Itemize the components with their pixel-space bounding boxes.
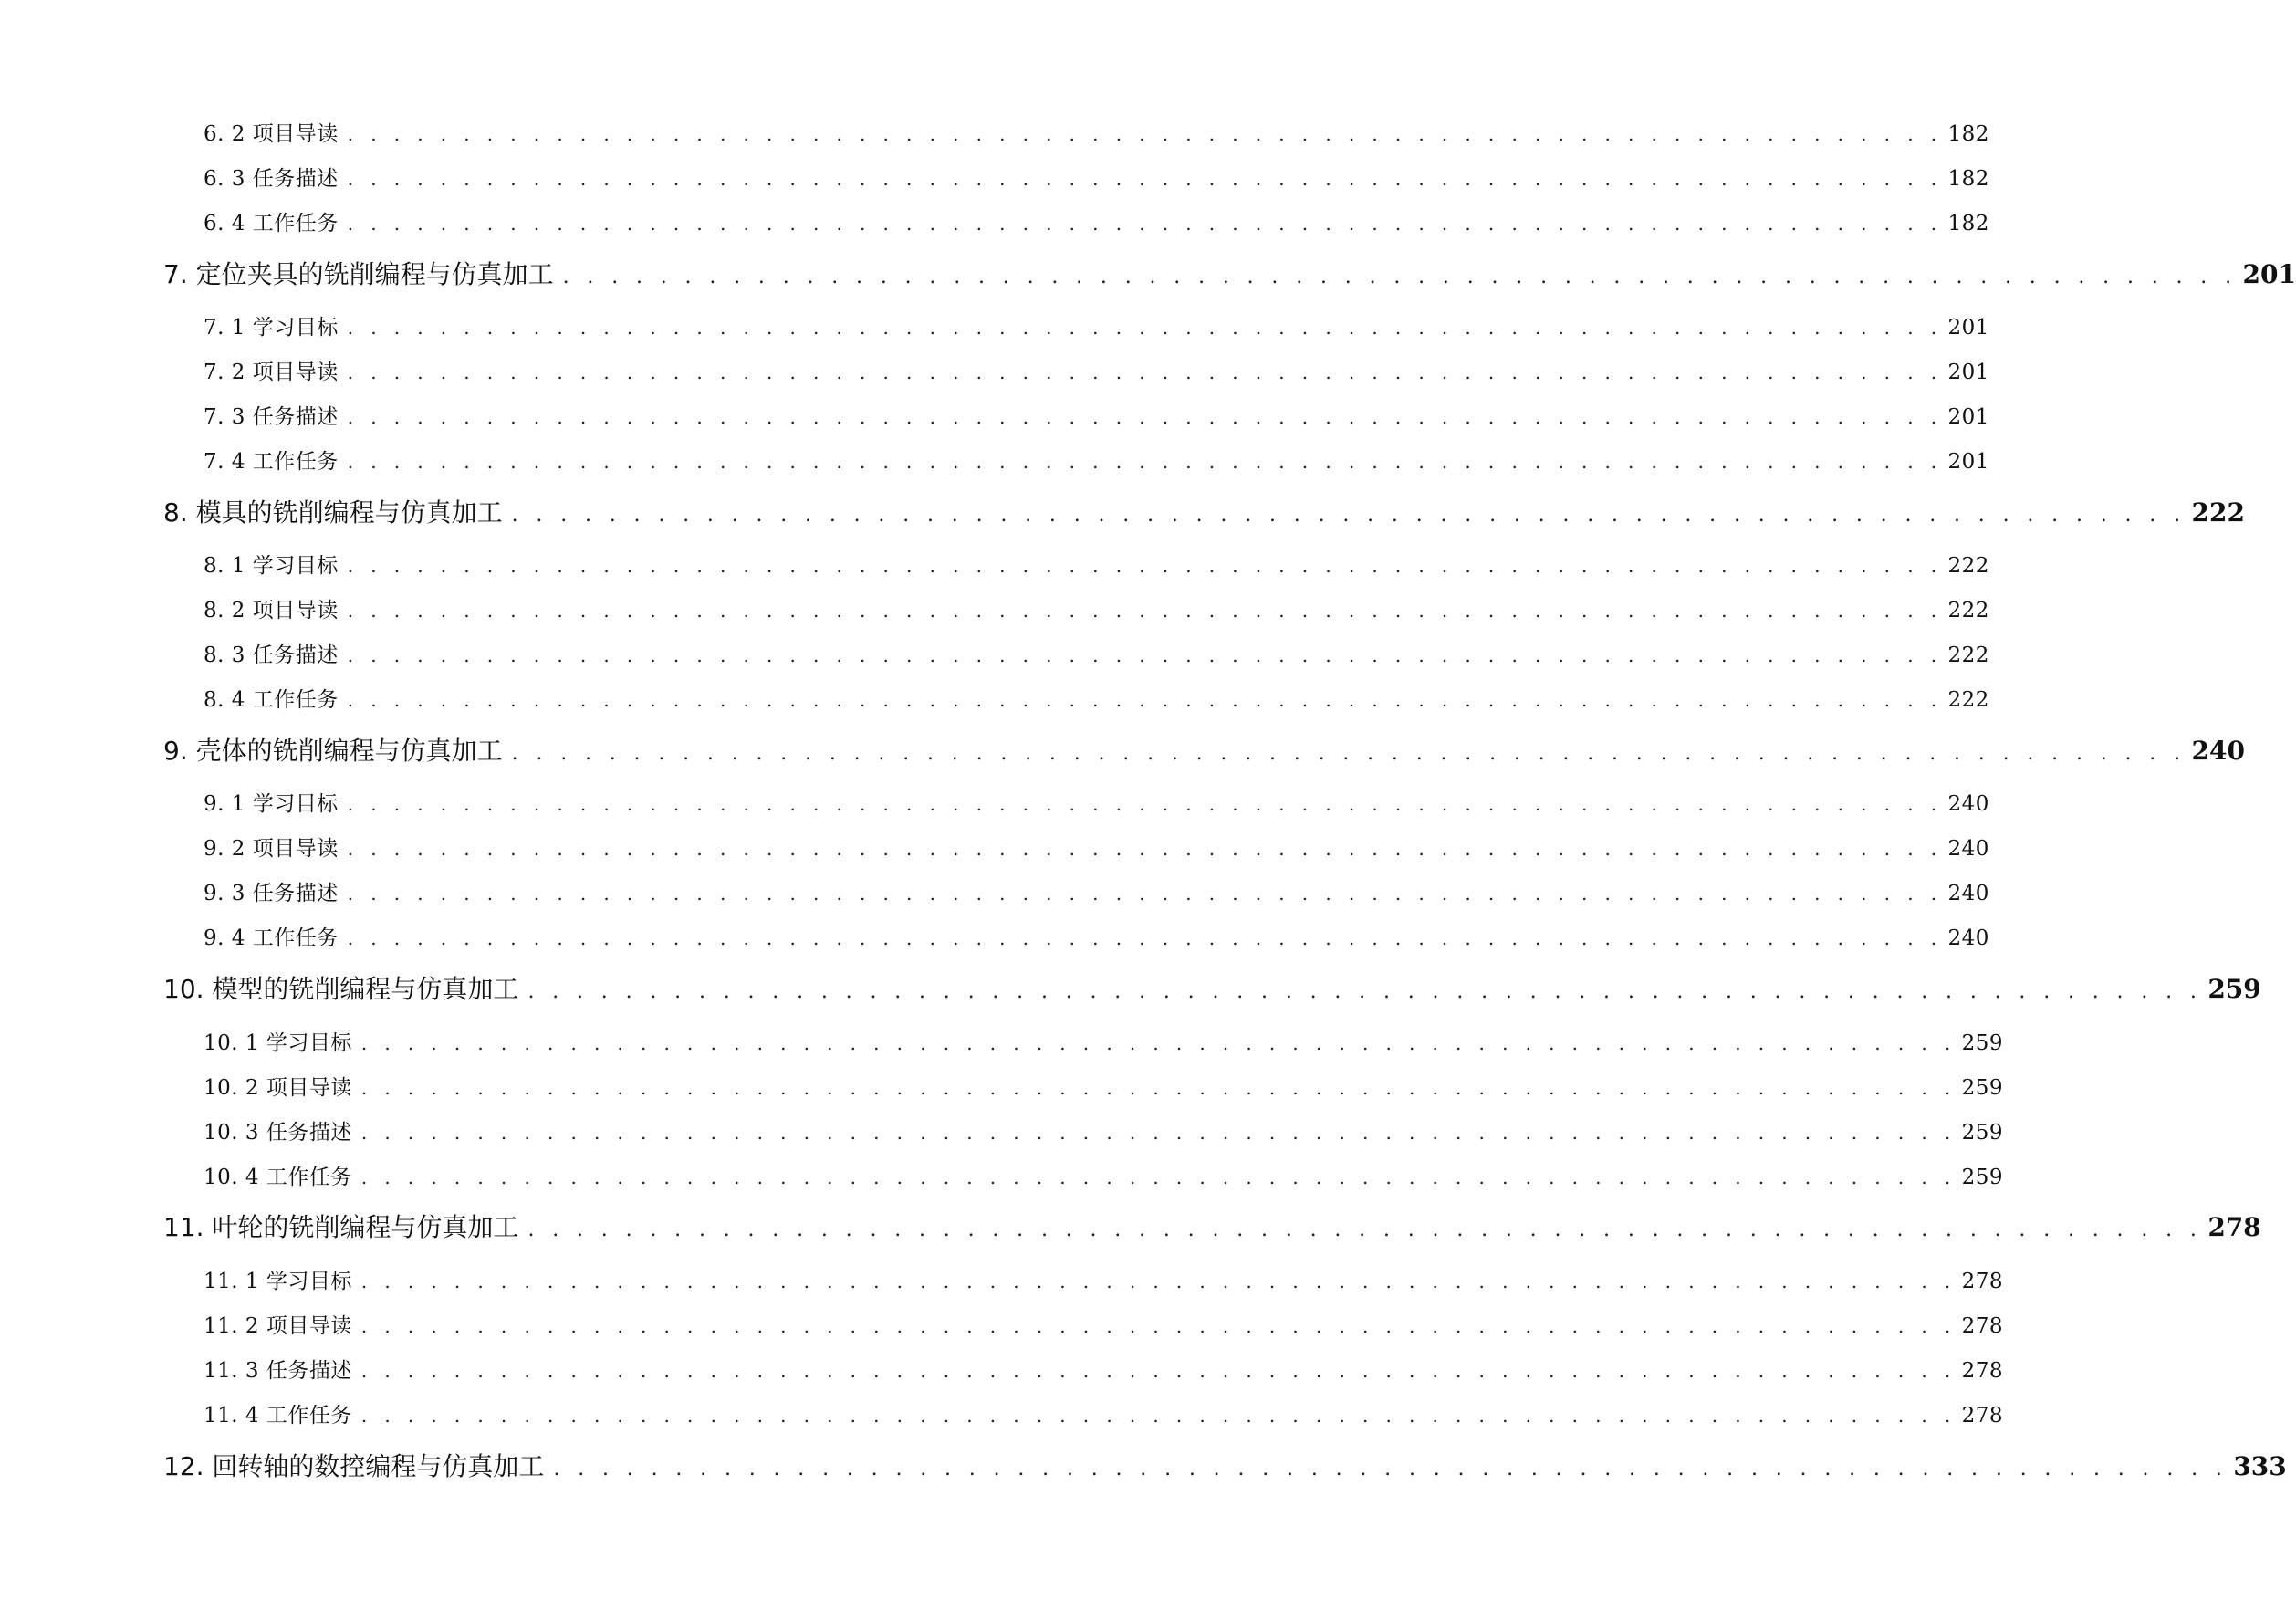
toc-chapter-entry[interactable]	[163, 493, 2245, 529]
toc-entry-title: 9. 3 任务描述	[204, 882, 339, 905]
toc-dot-leader: . . . . . . . . . . . . . . . . . . . . . . . . . . . . . . . . . . . . . . . . . . . . . . . . . . . . . . . . . . . . . . . . . . . . .	[347, 555, 1943, 577]
toc-dot-leader: . . . . . . . . . . . . . . . . . . . . . . . . . . . . . . . . . . . . . . . . . . . . . . . . . . . . . . . . . . . . . . . . . . . . .	[511, 504, 2186, 527]
toc-section-entry[interactable]	[204, 117, 1989, 147]
toc-entry-title: 11. 叶轮的铣削编程与仿真加工	[163, 1212, 519, 1242]
toc-dot-leader: . . . . . . . . . . . . . . . . . . . . . . . . . . . . . . . . . . . . . . . . . . . . . . . . . . . . . . . . . . . . . . . . . . . . .	[347, 451, 1943, 473]
toc-dot-leader: . . . . . . . . . . . . . . . . . . . . . . . . . . . . . . . . . . . . . . . . . . . . . . . . . . . . . . . . . . . . . . . . . . . . .	[347, 406, 1943, 428]
toc-section-entry[interactable]	[204, 1115, 2004, 1145]
toc-entry-title: 7. 2 项目导读	[204, 361, 339, 384]
toc-section-entry[interactable]	[204, 1160, 2004, 1190]
toc-page-number: 222	[1947, 599, 1989, 622]
toc-entry-title: 10. 1 学习目标	[204, 1031, 352, 1055]
toc-dot-leader: . . . . . . . . . . . . . . . . . . . . . . . . . . . . . . . . . . . . . . . . . . . . . . . . . . . . . . . . . . . . . . . . . . . . .	[347, 213, 1943, 235]
toc-page-number: 240	[1947, 837, 1989, 861]
toc-entry-title: 6. 2 项目导读	[204, 122, 339, 146]
toc-page-number: 240	[1947, 882, 1989, 905]
toc-dot-leader: . . . . . . . . . . . . . . . . . . . . . . . . . . . . . . . . . . . . . . . . . . . . . . . . . . . . . . . . . . . . . . . . . . . . .	[527, 1218, 2203, 1241]
toc-chapter-entry[interactable]	[163, 1208, 2261, 1244]
toc-section-entry[interactable]	[204, 683, 1989, 713]
toc-section-entry[interactable]	[204, 206, 1989, 236]
toc-page-number: 259	[1961, 1121, 2004, 1145]
toc-page-number: 222	[2191, 497, 2245, 528]
toc-entry-title: 9. 2 项目导读	[204, 837, 339, 861]
toc-chapter-entry[interactable]	[163, 1447, 2287, 1483]
toc-section-entry[interactable]	[204, 1309, 2004, 1339]
toc-section-entry[interactable]	[204, 787, 1989, 817]
toc-chapter-entry[interactable]	[163, 969, 2261, 1006]
toc-page-number: 278	[1961, 1314, 2004, 1338]
toc-page-number: 201	[1947, 405, 1989, 429]
toc-entry-title: 6. 3 任务描述	[204, 167, 339, 191]
toc-section-entry[interactable]	[204, 1026, 2004, 1056]
toc-dot-leader: . . . . . . . . . . . . . . . . . . . . . . . . . . . . . . . . . . . . . . . . . . . . . . . . . . . . . . . . . . . . . . . . . . . . .	[347, 361, 1943, 383]
toc-entry-title: 9. 壳体的铣削编程与仿真加工	[163, 736, 503, 766]
toc-page-number: 259	[2207, 974, 2261, 1004]
toc-dot-leader: . . . . . . . . . . . . . . . . . . . . . . . . . . . . . . . . . . . . . . . . . . . . . . . . . . . . . . . . . . . . . . . . . . . . .	[553, 1458, 2228, 1480]
toc-page-number: 222	[1947, 554, 1989, 578]
toc-chapter-entry[interactable]	[163, 731, 2245, 768]
toc-page-number: 278	[1961, 1404, 2004, 1427]
toc-section-entry[interactable]	[204, 1264, 2004, 1294]
toc-page-number: 240	[1947, 792, 1989, 816]
toc-section-entry[interactable]	[204, 355, 1989, 385]
toc-page-number: 259	[1961, 1031, 2004, 1055]
toc-section-entry[interactable]	[204, 162, 1989, 192]
toc-page-number: 278	[2207, 1212, 2261, 1242]
toc-entry-title: 9. 1 学习目标	[204, 792, 339, 816]
toc-dot-leader: . . . . . . . . . . . . . . . . . . . . . . . . . . . . . . . . . . . . . . . . . . . . . . . . . . . . . . . . . . . . . . . . . . . . .	[360, 1315, 1957, 1337]
toc-dot-leader: . . . . . . . . . . . . . . . . . . . . . . . . . . . . . . . . . . . . . . . . . . . . . . . . . . . . . . . . . . . . . . . . . . . . .	[527, 980, 2203, 1003]
toc-dot-leader: . . . . . . . . . . . . . . . . . . . . . . . . . . . . . . . . . . . . . . . . . . . . . . . . . . . . . . . . . . . . . . . . . . . . .	[360, 1360, 1957, 1382]
toc-section-entry[interactable]	[204, 1071, 2004, 1101]
toc-section-entry[interactable]	[204, 593, 1989, 623]
toc-page-number: 278	[1961, 1270, 2004, 1293]
toc-entry-title: 8. 4 工作任务	[204, 688, 339, 712]
toc-page-number: 222	[1947, 688, 1989, 712]
toc-section-entry[interactable]	[204, 831, 1989, 862]
toc-section-entry[interactable]	[204, 400, 1989, 430]
toc-dot-leader: . . . . . . . . . . . . . . . . . . . . . . . . . . . . . . . . . . . . . . . . . . . . . . . . . . . . . . . . . . . . . . . . . . . . .	[347, 600, 1943, 622]
toc-entry-title: 11. 3 任务描述	[204, 1359, 352, 1383]
toc-dot-leader: . . . . . . . . . . . . . . . . . . . . . . . . . . . . . . . . . . . . . . . . . . . . . . . . . . . . . . . . . . . . . . . . . . . . .	[360, 1271, 1957, 1292]
toc-entry-title: 10. 2 项目导读	[204, 1076, 352, 1100]
toc-dot-leader: . . . . . . . . . . . . . . . . . . . . . . . . . . . . . . . . . . . . . . . . . . . . . . . . . . . . . . . . . . . . . . . . . . . . .	[347, 168, 1943, 190]
toc-dot-leader: . . . . . . . . . . . . . . . . . . . . . . . . . . . . . . . . . . . . . . . . . . . . . . . . . . . . . . . . . . . . . . . . . . . . .	[347, 793, 1943, 815]
toc-dot-leader: . . . . . . . . . . . . . . . . . . . . . . . . . . . . . . . . . . . . . . . . . . . . . . . . . . . . . . . . . . . . . . . . . . . . .	[347, 317, 1943, 339]
toc-section-entry[interactable]	[204, 876, 1989, 906]
toc-entry-title: 11. 2 项目导读	[204, 1314, 352, 1338]
toc-page-number: 201	[1947, 361, 1989, 384]
toc-section-entry[interactable]	[204, 444, 1989, 475]
toc-page-number: 182	[1947, 212, 1989, 235]
toc-dot-leader: . . . . . . . . . . . . . . . . . . . . . . . . . . . . . . . . . . . . . . . . . . . . . . . . . . . . . . . . . . . . . . . . . . . . .	[360, 1166, 1957, 1188]
toc-section-entry[interactable]	[204, 1398, 2004, 1428]
toc-entry-title: 12. 回转轴的数控编程与仿真加工	[163, 1451, 545, 1481]
toc-page-number: 333	[2233, 1451, 2287, 1481]
toc-dot-leader: . . . . . . . . . . . . . . . . . . . . . . . . . . . . . . . . . . . . . . . . . . . . . . . . . . . . . . . . . . . . . . . . . . . . .	[360, 1032, 1957, 1054]
toc-section-entry[interactable]	[204, 638, 1989, 668]
toc-dot-leader: . . . . . . . . . . . . . . . . . . . . . . . . . . . . . . . . . . . . . . . . . . . . . . . . . . . . . . . . . . . . . . . . . . . . .	[360, 1405, 1957, 1427]
toc-section-entry[interactable]	[204, 1354, 2004, 1384]
toc-page-number: 259	[1961, 1166, 2004, 1189]
toc-entry-title: 8. 模具的铣削编程与仿真加工	[163, 497, 503, 528]
toc-page-number: 240	[2191, 736, 2245, 766]
toc-page-number: 240	[1947, 926, 1989, 950]
toc-dot-leader: . . . . . . . . . . . . . . . . . . . . . . . . . . . . . . . . . . . . . . . . . . . . . . . . . . . . . . . . . . . . . . . . . . . . .	[562, 266, 2238, 288]
toc-dot-leader: . . . . . . . . . . . . . . . . . . . . . . . . . . . . . . . . . . . . . . . . . . . . . . . . . . . . . . . . . . . . . . . . . . . . .	[347, 838, 1943, 860]
toc-entry-title: 10. 4 工作任务	[204, 1166, 352, 1189]
toc-entry-title: 7. 4 工作任务	[204, 450, 339, 474]
toc-section-entry[interactable]	[204, 549, 1989, 579]
toc-entry-title: 10. 3 任务描述	[204, 1121, 352, 1145]
toc-entry-title: 8. 2 项目导读	[204, 599, 339, 622]
toc-entry-title: 11. 4 工作任务	[204, 1404, 352, 1427]
toc-entry-title: 8. 1 学习目标	[204, 554, 339, 578]
toc-section-entry[interactable]	[204, 310, 1989, 340]
toc-dot-leader: . . . . . . . . . . . . . . . . . . . . . . . . . . . . . . . . . . . . . . . . . . . . . . . . . . . . . . . . . . . . . . . . . . . . .	[347, 689, 1943, 711]
toc-page-number: 259	[1961, 1076, 2004, 1100]
toc-dot-leader: . . . . . . . . . . . . . . . . . . . . . . . . . . . . . . . . . . . . . . . . . . . . . . . . . . . . . . . . . . . . . . . . . . . . .	[347, 883, 1943, 905]
toc-page-number: 201	[2242, 259, 2296, 289]
toc-entry-title: 6. 4 工作任务	[204, 212, 339, 235]
toc-dot-leader: . . . . . . . . . . . . . . . . . . . . . . . . . . . . . . . . . . . . . . . . . . . . . . . . . . . . . . . . . . . . . . . . . . . . .	[347, 644, 1943, 666]
toc-chapter-entry[interactable]	[163, 255, 2296, 291]
toc-section-entry[interactable]	[204, 921, 1989, 951]
toc-dot-leader: . . . . . . . . . . . . . . . . . . . . . . . . . . . . . . . . . . . . . . . . . . . . . . . . . . . . . . . . . . . . . . . . . . . . .	[511, 742, 2186, 765]
toc-entry-title: 7. 1 学习目标	[204, 316, 339, 340]
toc-page-number: 201	[1947, 316, 1989, 340]
toc-entry-title: 11. 1 学习目标	[204, 1270, 352, 1293]
toc-entry-title: 9. 4 工作任务	[204, 926, 339, 950]
toc-dot-leader: . . . . . . . . . . . . . . . . . . . . . . . . . . . . . . . . . . . . . . . . . . . . . . . . . . . . . . . . . . . . . . . . . . . . .	[347, 123, 1943, 145]
toc-page-number: 182	[1947, 122, 1989, 146]
toc-dot-leader: . . . . . . . . . . . . . . . . . . . . . . . . . . . . . . . . . . . . . . . . . . . . . . . . . . . . . . . . . . . . . . . . . . . . .	[360, 1122, 1957, 1144]
toc-entry-title: 10. 模型的铣削编程与仿真加工	[163, 974, 519, 1004]
toc-dot-leader: . . . . . . . . . . . . . . . . . . . . . . . . . . . . . . . . . . . . . . . . . . . . . . . . . . . . . . . . . . . . . . . . . . . . .	[360, 1077, 1957, 1099]
toc-page-number: 201	[1947, 450, 1989, 474]
toc-page-number: 222	[1947, 643, 1989, 667]
toc-page-number: 278	[1961, 1359, 2004, 1383]
toc-page-number: 182	[1947, 167, 1989, 191]
toc-entry-title: 8. 3 任务描述	[204, 643, 339, 667]
toc-entry-title: 7. 定位夹具的铣削编程与仿真加工	[163, 259, 554, 289]
toc-dot-leader: . . . . . . . . . . . . . . . . . . . . . . . . . . . . . . . . . . . . . . . . . . . . . . . . . . . . . . . . . . . . . . . . . . . . .	[347, 927, 1943, 949]
toc-entry-title: 7. 3 任务描述	[204, 405, 339, 429]
